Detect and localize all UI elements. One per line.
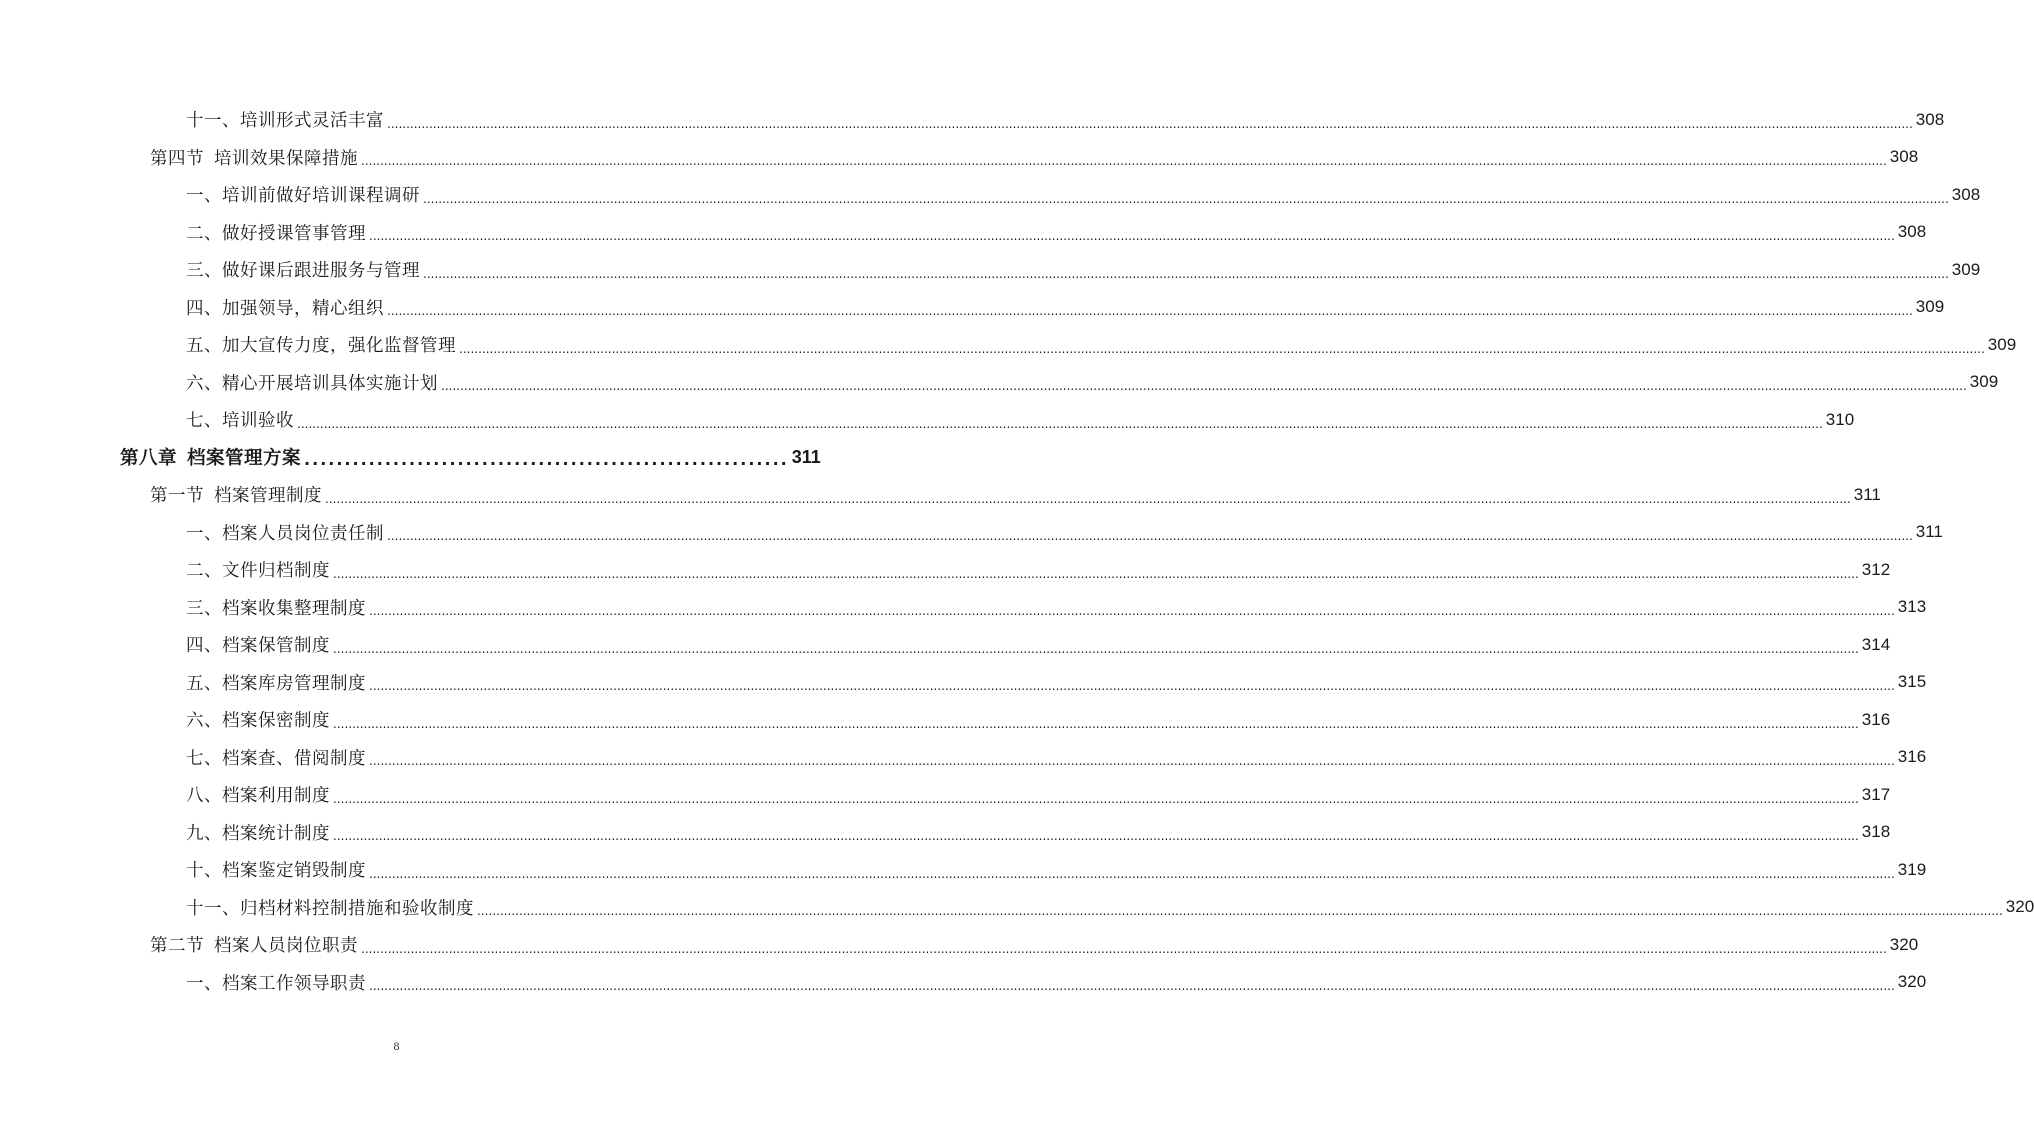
toc-dot-leader: ................................................................................................................................................................................................................................................................................................................................................................................................................ bbox=[387, 529, 1913, 543]
toc-entry-label bbox=[150, 932, 358, 957]
toc-entry-title: 档案管理方案 bbox=[187, 448, 302, 470]
toc-item-entry[interactable] bbox=[0, 401, 1855, 439]
table-of-contents bbox=[0, 101, 2034, 1001]
toc-item-entry[interactable] bbox=[0, 214, 1927, 252]
toc-entry-label bbox=[186, 857, 366, 882]
toc-entry-title: 档案保管制度 bbox=[222, 636, 330, 657]
toc-entry-number: 一、 bbox=[186, 973, 222, 994]
toc-entry-title: 档案人员岗位责任制 bbox=[222, 523, 384, 544]
toc-entry-page-number: 309 bbox=[1969, 372, 1999, 392]
toc-entry-label bbox=[186, 970, 366, 995]
toc-entry-title: 档案工作领导职责 bbox=[222, 973, 366, 994]
toc-section-entry[interactable] bbox=[0, 139, 1919, 177]
toc-entry-title: 档案管理制度 bbox=[214, 486, 322, 507]
toc-entry-title: 档案保密制度 bbox=[222, 711, 330, 732]
toc-entry-label bbox=[186, 632, 330, 657]
toc-dot-leader: ................................................................................................................................................................................................................................................................................................................................................................................................................ bbox=[297, 416, 1823, 431]
toc-item-entry[interactable] bbox=[0, 364, 1999, 402]
toc-entry-number: 第四节 bbox=[150, 148, 204, 169]
toc-item-entry[interactable] bbox=[0, 289, 1945, 327]
toc-dot-leader: ................................................................................................................................................................................................................................................................................................................................................................................................................ bbox=[423, 191, 1949, 206]
toc-entry-page-number: 319 bbox=[1897, 859, 1927, 879]
toc-entry-number: 二、 bbox=[186, 561, 222, 582]
toc-section-entry[interactable] bbox=[0, 926, 1919, 964]
toc-item-entry[interactable] bbox=[0, 851, 1927, 889]
toc-entry-label bbox=[186, 220, 366, 245]
toc-dot-leader: ................................................................................................................................................................................................................................................................................................................................................................................................................ bbox=[333, 829, 1859, 843]
toc-item-entry[interactable] bbox=[0, 776, 1891, 814]
toc-entry-number: 七、 bbox=[186, 411, 222, 432]
toc-entry-page-number: 308 bbox=[1889, 147, 1919, 167]
toc-entry-label bbox=[186, 895, 474, 920]
toc-entry-label bbox=[186, 182, 420, 207]
toc-entry-label bbox=[186, 295, 384, 320]
toc-item-entry[interactable] bbox=[0, 701, 1891, 739]
toc-entry-number: 二、 bbox=[186, 223, 222, 244]
toc-entry-page-number: 308 bbox=[1915, 109, 1945, 129]
toc-section-entry[interactable] bbox=[0, 476, 1881, 514]
toc-entry-title: 精心开展培训具体实施计划 bbox=[222, 373, 438, 394]
toc-entry-label bbox=[186, 370, 438, 395]
toc-entry-page-number: 313 bbox=[1897, 597, 1927, 617]
toc-entry-page-number: 310 bbox=[1825, 409, 1855, 429]
toc-entry-page-number: 309 bbox=[1915, 297, 1945, 317]
toc-dot-leader: ................................................................................................................................................................................................................................................................................................................................................................................................................ bbox=[369, 754, 1895, 768]
toc-entry-label bbox=[186, 707, 330, 732]
toc-entry-page-number: 317 bbox=[1861, 784, 1891, 804]
toc-dot-leader: ................................................................................................................................................................................................................................................................................................................................................................................................................ bbox=[387, 304, 1913, 318]
toc-dot-leader: ................................................................................................................................................................................................................................................................................................................................................................................................................ bbox=[325, 491, 1851, 506]
toc-entry-page-number: 308 bbox=[1951, 184, 1981, 204]
toc-entry-title: 做好授课管事管理 bbox=[222, 223, 366, 244]
toc-entry-title: 归档材料控制措施和验收制度 bbox=[240, 898, 474, 919]
toc-entry-label bbox=[186, 520, 384, 545]
toc-dot-leader: ................................................................................................................................................................................................................................................................................................................................................................................................................ bbox=[333, 641, 1859, 656]
toc-entry-title: 培训形式灵活丰富 bbox=[240, 111, 384, 132]
toc-entry-number: 四、 bbox=[186, 298, 222, 319]
toc-entry-page-number: 320 bbox=[1897, 972, 1927, 992]
toc-entry-label bbox=[186, 745, 366, 770]
toc-entry-title: 培训验收 bbox=[222, 411, 294, 432]
toc-entry-number: 六、 bbox=[186, 373, 222, 394]
toc-dot-leader: ................................................................................................................................................................................................................................................................................................................................................................................................................ bbox=[369, 604, 1895, 618]
toc-dot-leader: ................................................................................................................................................................................................................................................................................................................................................................................................................ bbox=[477, 904, 2003, 918]
toc-entry-title: 档案收集整理制度 bbox=[222, 598, 366, 619]
toc-entry-title: 档案人员岗位职责 bbox=[214, 936, 358, 957]
toc-entry-label bbox=[186, 670, 366, 695]
toc-dot-leader: ................................................................................................................................................................................................................................................................................................................................................................................................................ bbox=[387, 116, 1913, 131]
toc-dot-leader: ................................................................................................................................................................................................................................................................................................................................................................................................................ bbox=[369, 229, 1895, 243]
toc-entry-label bbox=[186, 820, 330, 845]
toc-item-entry[interactable] bbox=[0, 326, 2017, 364]
toc-entry-label bbox=[150, 145, 358, 170]
toc-entry-title: 档案鉴定销毁制度 bbox=[222, 861, 366, 882]
toc-entry-page-number: 316 bbox=[1897, 747, 1927, 767]
toc-entry-page-number: 320 bbox=[1889, 934, 1919, 954]
toc-entry-number: 八、 bbox=[186, 786, 222, 807]
toc-item-entry[interactable] bbox=[0, 889, 2034, 927]
toc-dot-leader: ................................................................................................................................................................................................................................................................................................................................................................................................................ bbox=[369, 866, 1895, 881]
toc-entry-page-number: 308 bbox=[1897, 222, 1927, 242]
toc-entry-label bbox=[186, 595, 366, 620]
toc-entry-label bbox=[186, 107, 384, 132]
toc-entry-label bbox=[186, 407, 294, 432]
toc-entry-page-number: 309 bbox=[1951, 259, 1981, 279]
toc-entry-number: 十一、 bbox=[186, 111, 240, 132]
toc-entry-number: 九、 bbox=[186, 823, 222, 844]
toc-entry-number: 一、 bbox=[186, 186, 222, 207]
toc-entry-page-number: 309 bbox=[1987, 334, 2017, 354]
toc-entry-title: 档案统计制度 bbox=[222, 823, 330, 844]
toc-entry-page-number: 311 bbox=[1915, 522, 1943, 542]
toc-entry-page-number: 320 bbox=[2005, 897, 2034, 917]
toc-item-entry[interactable] bbox=[0, 964, 1927, 1002]
toc-entry-number: 第八章 bbox=[120, 448, 178, 470]
toc-entry-title: 档案库房管理制度 bbox=[222, 673, 366, 694]
page-footer-number: 8 bbox=[393, 1039, 400, 1053]
toc-dot-leader: ................................................................................................................................................................................................................................................................................................................................................................................................................ bbox=[369, 679, 1895, 693]
toc-entry-number: 十、 bbox=[186, 861, 222, 882]
toc-entry-page-number: 311 bbox=[791, 446, 821, 467]
toc-dot-leader: ................................................................................................................................................................................................................................................................................................................................................................................................................ bbox=[333, 716, 1859, 731]
toc-item-entry[interactable] bbox=[0, 814, 1891, 852]
toc-entry-page-number: 318 bbox=[1861, 822, 1891, 842]
toc-entry-label bbox=[186, 782, 330, 807]
toc-entry-number: 三、 bbox=[186, 598, 222, 619]
toc-entry-label bbox=[150, 482, 322, 507]
toc-dot-leader: ................................................................................................................................................................................................................................................................................................................................................................................................................ bbox=[441, 379, 1967, 393]
toc-entry-number: 第一节 bbox=[150, 486, 204, 507]
toc-entry-page-number: 316 bbox=[1861, 709, 1891, 729]
toc-dot-leader: ................................................................................................................................................................................................................................................................................................................................................................................................................ bbox=[361, 941, 1887, 956]
toc-item-entry[interactable] bbox=[0, 739, 1927, 777]
toc-item-entry[interactable] bbox=[0, 551, 1891, 589]
toc-entry-title: 文件归档制度 bbox=[222, 561, 330, 582]
toc-dot-leader: ................................................................................................................................................................................................................................................................................................................................................................................................................ bbox=[459, 341, 1985, 356]
toc-dot-leader: ................................................................................................................................................................................................................................................................................................................................................................................................................ bbox=[369, 979, 1895, 993]
toc-entry-page-number: 314 bbox=[1861, 634, 1891, 654]
toc-entry-page-number: 311 bbox=[1853, 484, 1881, 504]
toc-entry-title: 做好课后跟进服务与管理 bbox=[222, 261, 420, 282]
toc-entry-label bbox=[186, 332, 456, 357]
toc-entry-number: 三、 bbox=[186, 261, 222, 282]
toc-entry-number: 第二节 bbox=[150, 936, 204, 957]
toc-dot-leader: ............................................................ bbox=[304, 450, 789, 469]
toc-entry-number: 一、 bbox=[186, 523, 222, 544]
toc-item-entry[interactable] bbox=[0, 101, 1945, 139]
toc-dot-leader: ................................................................................................................................................................................................................................................................................................................................................................................................................ bbox=[423, 266, 1949, 281]
toc-item-entry[interactable] bbox=[0, 514, 1943, 552]
toc-entry-title: 档案查、借阅制度 bbox=[222, 748, 366, 769]
toc-item-entry[interactable] bbox=[0, 626, 1891, 664]
toc-entry-number: 十一、 bbox=[186, 898, 240, 919]
toc-entry-title: 加强领导，精心组织 bbox=[222, 298, 384, 319]
toc-entry-title: 档案利用制度 bbox=[222, 786, 330, 807]
toc-item-entry[interactable] bbox=[0, 176, 1981, 214]
toc-entry-number: 七、 bbox=[186, 748, 222, 769]
toc-entry-number: 六、 bbox=[186, 711, 222, 732]
toc-entry-label bbox=[186, 257, 420, 282]
toc-dot-leader: ................................................................................................................................................................................................................................................................................................................................................................................................................ bbox=[333, 791, 1859, 806]
toc-entry-page-number: 315 bbox=[1897, 672, 1927, 692]
toc-item-entry[interactable] bbox=[0, 589, 1927, 627]
toc-dot-leader: ................................................................................................................................................................................................................................................................................................................................................................................................................ bbox=[361, 154, 1887, 168]
toc-entry-number: 四、 bbox=[186, 636, 222, 657]
toc-entry-number: 五、 bbox=[186, 336, 222, 357]
toc-item-entry[interactable] bbox=[0, 251, 1981, 289]
toc-entry-title: 培训效果保障措施 bbox=[214, 148, 358, 169]
toc-entry-label bbox=[186, 557, 330, 582]
toc-chapter-entry[interactable] bbox=[0, 439, 821, 477]
toc-item-entry[interactable] bbox=[0, 664, 1927, 702]
toc-entry-title: 加大宣传力度，强化监督管理 bbox=[222, 336, 456, 357]
toc-entry-number: 五、 bbox=[186, 673, 222, 694]
toc-entry-label bbox=[120, 444, 301, 470]
toc-dot-leader: ................................................................................................................................................................................................................................................................................................................................................................................................................ bbox=[333, 566, 1859, 581]
toc-entry-title: 培训前做好培训课程调研 bbox=[222, 186, 420, 207]
toc-entry-page-number: 312 bbox=[1861, 559, 1891, 579]
